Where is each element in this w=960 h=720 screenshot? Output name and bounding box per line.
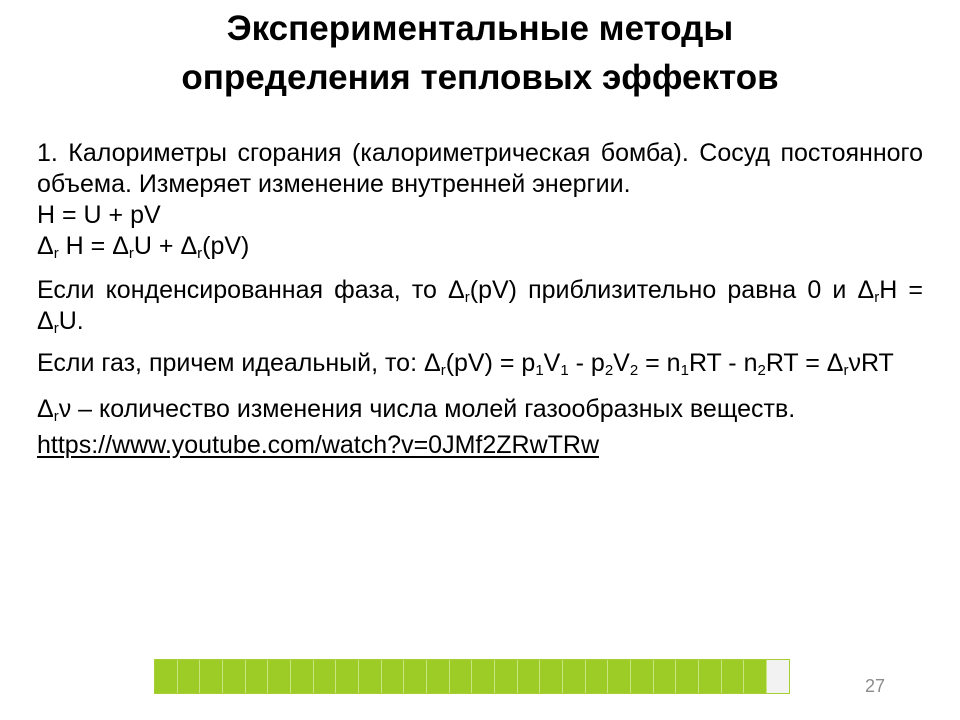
subscript: 2 [604, 362, 614, 379]
paragraph-ideal-gas [37, 348, 923, 379]
slide-body [37, 138, 923, 461]
progress-cell-filled [223, 660, 246, 693]
progress-cell-filled [268, 660, 291, 693]
paragraph-mole-change [37, 394, 923, 425]
paragraph-text: νRT [848, 349, 894, 377]
paragraph-text: V [543, 349, 561, 377]
paragraph-text: (pV) = p [445, 349, 536, 377]
youtube-link[interactable]: https://www.youtube.com/watch?v=0JMf2ZRwTRw [37, 431, 599, 459]
subscript: r [464, 289, 470, 306]
progress-cell-filled [654, 660, 677, 693]
progress-cell-filled [404, 660, 427, 693]
progress-cell-filled [178, 660, 201, 693]
paragraph-text: RT - n [688, 349, 758, 377]
progress-cell-filled [382, 660, 405, 693]
progress-cell-filled [540, 660, 563, 693]
page-number: 27 [864, 676, 886, 696]
formula-delta-enthalpy [37, 231, 923, 262]
subscript: r [53, 408, 59, 425]
progress-cell-filled [336, 660, 359, 693]
progress-cell-filled [291, 660, 314, 693]
paragraph-calorimeters: 1. Калориметры сгорания (калориметрическая бомба). Сосуд постоянного объема. Измеряет изменение внутренней энергии. [37, 139, 923, 198]
paragraph-text: RT = Δ [765, 349, 844, 377]
progress-cell-filled [472, 660, 495, 693]
paragraph-text: (pV) приблизительно равна 0 и Δ [469, 276, 875, 304]
formula-text: H = Δ [58, 232, 129, 260]
formula-text: (pV) [202, 232, 250, 260]
progress-cell-filled [495, 660, 518, 693]
subscript: 1 [680, 362, 689, 379]
progress-cell-filled [699, 660, 722, 693]
progress-cell-filled [246, 660, 269, 693]
formula-text: Δ [37, 232, 54, 260]
subscript: r [843, 362, 849, 379]
slide-title-line-1: Экспериментальные методы [226, 9, 734, 48]
progress-cell-filled [586, 660, 609, 693]
paragraph-text: V [613, 349, 630, 377]
subscript: r [197, 245, 203, 262]
progress-cell-filled [314, 660, 337, 693]
paragraph-condensed-phase [37, 275, 923, 337]
slide-title-line-2: определения тепловых эффектов [181, 58, 779, 97]
progress-cell-filled [608, 660, 631, 693]
paragraph-text: U. [58, 307, 84, 335]
formula-text: U + Δ [133, 232, 198, 260]
progress-cell-filled [518, 660, 541, 693]
subscript: r [53, 320, 59, 337]
subscript: r [53, 245, 59, 262]
paragraph-text: Δ [37, 395, 54, 423]
formula-enthalpy: H = U + pV [37, 201, 161, 229]
progress-cell-filled [200, 660, 223, 693]
paragraph-text: - p [568, 349, 605, 377]
subscript: r [440, 362, 446, 379]
progress-cell-filled [155, 660, 178, 693]
subscript: r [874, 289, 880, 306]
progress-cell-filled [722, 660, 745, 693]
subscript: 2 [629, 362, 639, 379]
paragraph-text: = n [638, 349, 681, 377]
paragraph-text: Если конденсированная фаза, то Δ [37, 276, 465, 304]
progress-cell-filled [359, 660, 382, 693]
slide-title [0, 4, 960, 102]
progress-cell-filled [563, 660, 586, 693]
progress-cell-empty [767, 660, 789, 693]
progress-cell-filled [676, 660, 699, 693]
subscript: 1 [560, 362, 569, 379]
progress-cell-filled [427, 660, 450, 693]
subscript: r [128, 245, 134, 262]
progress-cell-filled [744, 660, 767, 693]
progress-cell-filled [631, 660, 654, 693]
subscript: 1 [535, 362, 544, 379]
paragraph-text: Если газ, причем идеальный, то: Δ [37, 349, 441, 377]
paragraph-text: ν – количество изменения числа молей газообразных веществ. [58, 395, 796, 423]
subscript: 2 [757, 362, 766, 379]
progress-cell-filled [450, 660, 473, 693]
slide-progress-bar [154, 659, 790, 694]
paragraph-text: H = Δ [37, 276, 923, 335]
